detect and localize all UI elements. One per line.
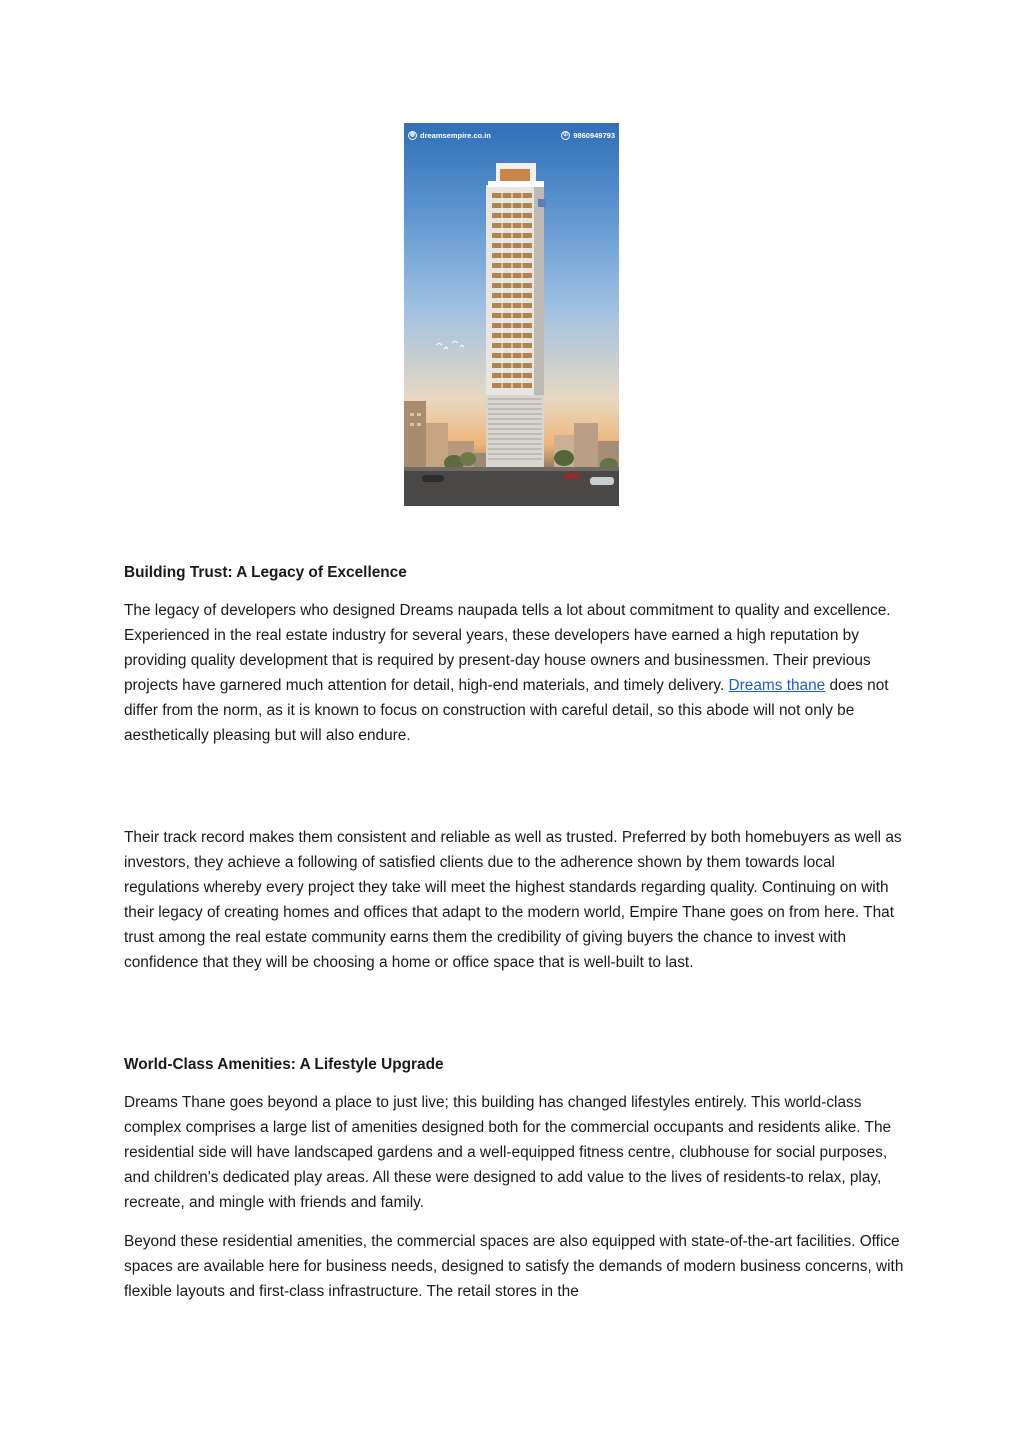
building-render-image [404,123,619,506]
paragraph-legacy-text-b: does not differ from the norm, as it is known to focus on construction with careful detail, so this abode will not only be aesthetically pleasing but will also endure. [124,677,889,744]
paragraph-legacy [124,598,904,748]
tower-illustration [404,123,619,506]
heading-building-trust: Building Trust: A Legacy of Excellence [124,564,407,581]
paragraph-track-record [124,825,904,975]
paragraph-amenities-text: Dreams Thane goes beyond a place to just live; this building has changed lifestyles entirely. This world-class complex comprises a large list of amenities designed both for the commercial occupants and residents alike. The residential side will have landscaped gardens and a well-equipped fitness centre, clubhouse for social purposes, and children's dedicated play areas. All these were designed to add value to the lives of residents-to relax, play, recreate, and mingle with friends and family. [124,1094,892,1211]
heading-amenities: World-Class Amenities: A Lifestyle Upgrade [124,1056,444,1073]
website-text: dreamsempire.co.in [420,130,491,140]
paragraph-legacy-text-a: The legacy of developers who designed Dreams naupada tells a lot about commitment to quality and excellence. Experienced in the real estate industry for several years, these developers have earned a high reputation by providing quality development that is required by present-day house owners and businessmen. Their previous projects have garnered much attention for detail, high-end materials, and timely delivery. [124,602,891,694]
website-badge [408,131,491,140]
globe-icon: ◍ [409,131,416,138]
paragraph-commercial-text: Beyond these residential amenities, the commercial spaces are also equipped with state-of-the-art facilities. Office spaces are available here for business needs, designed to satisfy the demands of modern business concerns, with flexible layouts and first-class infrastructure. The retail stores in the [124,1233,904,1300]
paragraph-amenities [124,1090,904,1215]
paragraph-track-record-text: Their track record makes them consistent and reliable as well as trusted. Preferred by both homebuyers as well as investors, they achieve a following of satisfied clients due to the adherence shown by them towards local regulations whereby every project they take will meet the highest standards regarding quality. Continuing on with their legacy of creating homes and offices that adapt to the modern world, Empire Thane goes on from here. That trust among the real estate community earns them the credibility of giving buyers the chance to invest with confidence that they will be choosing a home or office space that is well-built to last. [124,829,902,971]
dreams-thane-link[interactable]: Dreams thane [728,677,826,694]
phone-text: 9860949793 [573,130,615,140]
paragraph-commercial [124,1229,904,1304]
phone-badge [561,131,615,140]
image-header-bar [404,123,619,147]
phone-icon: ✆ [563,131,569,138]
